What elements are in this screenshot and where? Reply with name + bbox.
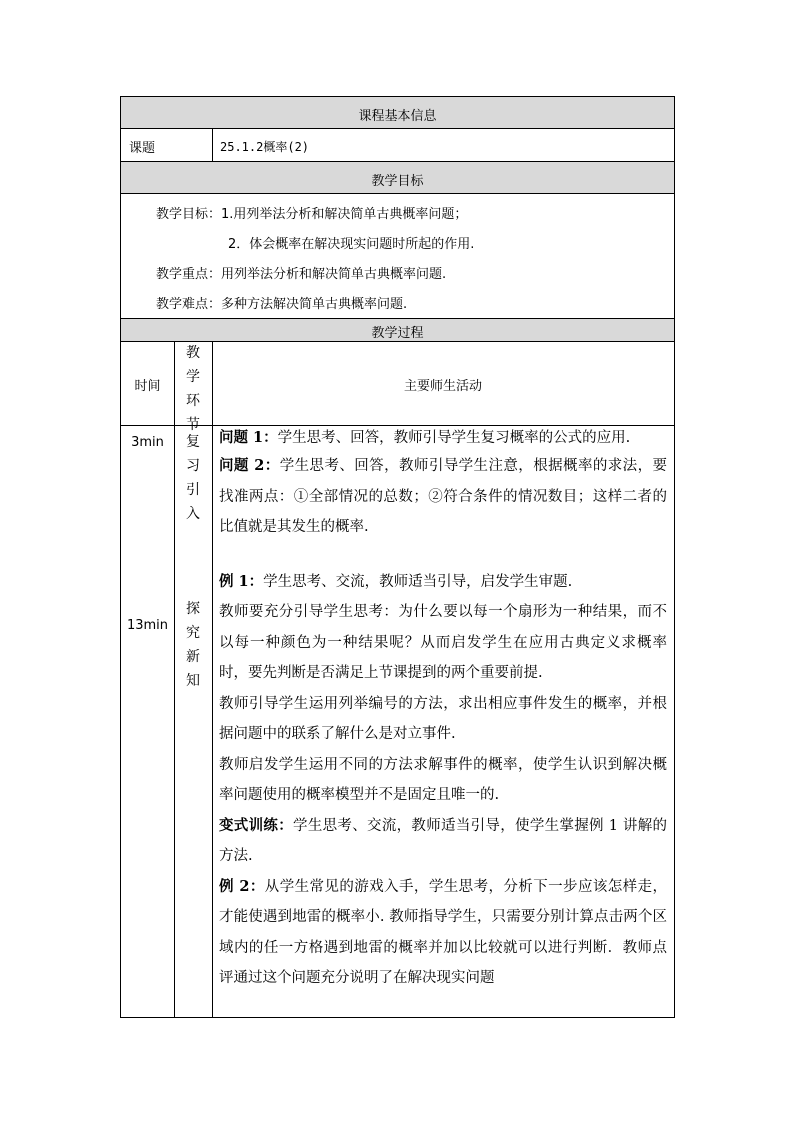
difficulty-line: [156, 293, 407, 312]
stage-1-time: 3min: [131, 435, 164, 450]
question-1-text: 学生思考、回答，教师引导学生复习概率的公式的应用.: [277, 430, 631, 446]
process-header-row: [121, 319, 674, 342]
process-body: [121, 426, 674, 1018]
column-header-activity: 主要师生活动: [403, 379, 482, 394]
topic-label: 课题: [129, 141, 156, 156]
example-1: [219, 567, 667, 598]
paragraph-1: 教师要充分引导学生思考：为什么要以每一个扇形为一种结果，而不以每一种颜色为一种结果呢？从而启发学生在应用古典定义求概率时，要先判断是否满足上节课提到的两个重要前提.: [219, 604, 667, 681]
variant-training: [219, 811, 667, 872]
paragraph-3: 教师启发学生运用不同的方法求解事件的概率，使学生认识到解决概率问题使用的概率模型并不是固定且唯一的.: [219, 756, 667, 803]
process-header: 教学过程: [371, 326, 424, 341]
lesson-plan-table: [120, 96, 675, 1018]
key-point-label: 教学重点：: [156, 267, 222, 282]
goal-2: 2．体会概率在解决现实问题时所起的作用.: [228, 237, 475, 252]
column-divider: [212, 129, 213, 161]
objectives-header: 教学目标: [371, 174, 424, 189]
paragraph-2: 教师引导学生运用列举编号的方法，求出相应事件发生的概率，并根据问题中的联系了解什么是对立事件.: [219, 695, 667, 742]
topic-row: [121, 129, 674, 162]
question-1: [219, 426, 667, 449]
process-column-header-row: [121, 342, 674, 433]
objectives-content: [121, 194, 674, 319]
column-header-time: 时间: [134, 379, 161, 394]
goal-label: 教学目标：: [156, 207, 222, 222]
main-activities: [219, 426, 667, 994]
question-2-text: 学生思考、回答，教师引导学生注意，根据概率的求法，要找准两点：①全部情况的总数；②符合条件的情况数目；这样二者的比值就是其发生的概率.: [219, 458, 668, 535]
example-1-label: 例 1：: [219, 572, 264, 590]
example-2-text: 从学生常见的游戏入手，学生思考，分析下一步应该怎样走，才能使遇到地雷的概率小. 教师指导学生，只需要分别计算点击两个区域内的任一方格遇到地雷的概率并加以比较就可以进行判断．教师点评通过这个问题充分说明了在解决现实问题: [219, 878, 668, 986]
basic-info-header: 课程基本信息: [358, 109, 437, 124]
objectives-header-row: [121, 162, 674, 194]
stage-1-name: 复 习 引 入: [186, 434, 200, 522]
question-1-label: 问题 1：: [219, 429, 278, 446]
question-2-label: 问题 2：: [219, 457, 280, 474]
example-2-label: 例 2：: [219, 877, 265, 895]
variant-training-text: 学生思考、交流，教师适当引导，使学生掌握例 1 讲解的方法.: [219, 817, 667, 864]
key-point-text: 用列举法分析和解决简单古典概率问题.: [221, 267, 447, 282]
stage-2-time: 13min: [126, 618, 169, 633]
question-2: [219, 451, 667, 543]
key-point-line: [156, 263, 446, 282]
example-1-text: 学生思考、交流，教师适当引导，启发学生审题.: [263, 573, 573, 590]
column-header-stage: 教 学 环 节: [186, 345, 200, 433]
column-divider: [174, 342, 175, 425]
column-divider: [212, 426, 213, 1018]
variant-training-label: 变式训练：: [219, 816, 294, 834]
goal-line-1: [156, 203, 467, 222]
basic-info-header-row: [121, 97, 674, 129]
goal-1: 1.用列举法分析和解决简单古典概率问题；: [221, 207, 468, 222]
column-divider: [174, 426, 175, 1018]
example-2: [219, 872, 667, 994]
difficulty-text: 多种方法解决简单古典概率问题.: [221, 297, 408, 312]
spacer: [219, 543, 667, 567]
stage-2-name: 探 究 新 知: [186, 601, 200, 689]
difficulty-label: 教学难点：: [156, 297, 222, 312]
topic-value: 25.1.2概率(2): [220, 140, 310, 154]
